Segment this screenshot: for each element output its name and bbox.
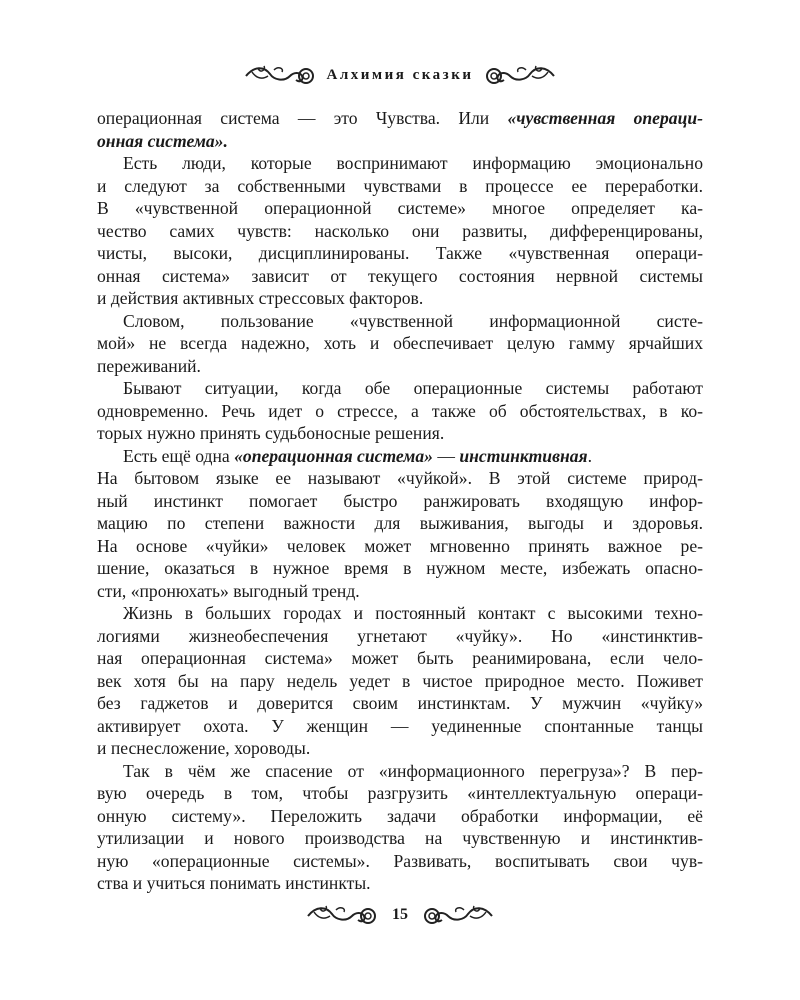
text-segment: Есть люди, которые воспринимают информацию эмоционально <box>123 153 703 173</box>
text-segment: утилизации и нового производства на чувственную и инстинктив- <box>97 828 703 848</box>
text-line <box>97 760 703 783</box>
text-line <box>97 332 703 355</box>
text-segment: ная операционная система» может быть реанимирована, если чело- <box>97 648 703 668</box>
text-segment: вую очередь в том, чтобы разгрузить «интеллектуальную операци- <box>97 783 703 803</box>
text-segment: Так в чём же спасение от «информационного перегруза»? В пер- <box>123 760 703 781</box>
ornament-right-icon <box>422 904 494 926</box>
text-segment: Словом, пользование «чувственной информационной систе- <box>123 310 703 331</box>
text-line <box>97 242 703 265</box>
ornament-left-icon <box>306 904 378 926</box>
ornament-left-icon <box>244 64 316 86</box>
text-line <box>97 310 703 333</box>
text-line <box>97 197 703 220</box>
text-segment: мой» не всегда надежно, хоть и обеспечивает целую гамму ярчайших <box>97 333 703 353</box>
text-line <box>97 625 703 648</box>
emphasis-text: инстинктивная <box>459 445 588 466</box>
text-line <box>97 557 703 580</box>
text-segment: мацию по степени важности для выживания, выгоды и здоровья. <box>97 513 703 533</box>
body-text <box>97 107 703 895</box>
text-line <box>97 715 703 738</box>
text-segment: На основе «чуйки» человек может мгновенно принять важное ре- <box>97 535 703 556</box>
text-segment: операционная система — это Чувства. Или <box>97 108 508 128</box>
text-segment: онную систему». Переложить задачи обработки информации, её <box>97 805 703 826</box>
text-segment: На бытовом языке ее называют «чуйкой». В этой системе природ- <box>97 468 703 488</box>
text-line <box>97 850 703 873</box>
text-line <box>97 467 703 490</box>
text-segment: век хотя бы на пару недель уедет в чистое природное место. Поживет <box>97 670 703 691</box>
text-line <box>97 647 703 670</box>
text-segment: Есть ещё одна <box>123 445 235 466</box>
running-title: Алхимия сказки <box>326 66 474 83</box>
page-footer <box>0 902 800 928</box>
text-line <box>97 287 703 310</box>
text-line <box>97 265 703 288</box>
text-segment: торых нужно принять судьбоносные решения. <box>97 423 445 443</box>
text-segment: одновременно. Речь идет о стрессе, а также об обстоятельствах, в ко- <box>97 400 703 421</box>
text-segment: В «чувственной операционной системе» многое определяет ка- <box>97 198 703 218</box>
text-line <box>97 220 703 243</box>
text-segment: сти, «пронюхать» выгодный тренд. <box>97 580 360 601</box>
text-segment: логиями жизнеобеспечения угнетают «чуйку». Но «инстинктив- <box>97 625 703 646</box>
text-line <box>97 602 703 625</box>
text-line <box>97 355 703 378</box>
text-line <box>97 805 703 828</box>
text-segment: ный инстинкт помогает быстро ранжировать входящую инфор- <box>97 490 703 511</box>
running-header <box>0 62 800 88</box>
text-segment: переживаний. <box>97 355 201 376</box>
text-line <box>97 670 703 693</box>
text-line <box>97 377 703 400</box>
text-segment: чисты, высоки, дисциплинированы. Также «чувственная операци- <box>97 243 703 263</box>
text-segment: активирует охота. У женщин — уединенные спонтанные танцы <box>97 715 703 736</box>
ornament-right-icon <box>484 64 556 86</box>
text-segment: чество самих чувств: насколько они развиты, дифференцированы, <box>97 220 703 241</box>
text-line <box>97 445 703 468</box>
text-segment: и песнесложение, хороводы. <box>97 738 311 758</box>
text-segment: шение, оказаться в нужное время в нужном месте, избежать опасно- <box>97 558 703 578</box>
text-line <box>97 512 703 535</box>
text-line <box>97 737 703 760</box>
text-line <box>97 827 703 850</box>
text-line <box>97 175 703 198</box>
text-segment: без гаджетов и доверится своим инстинктам. У мужчин «чуйку» <box>97 693 703 713</box>
page-number: 15 <box>392 906 408 923</box>
text-segment: Жизнь в больших городах и постоянный контакт с высокими техно- <box>123 603 703 623</box>
text-segment: ства и учиться понимать инстинкты. <box>97 873 371 893</box>
text-segment: . <box>587 445 592 466</box>
text-line <box>97 580 703 603</box>
text-segment: — <box>432 445 460 466</box>
text-line <box>97 130 703 153</box>
emphasis-text: «операционная система» <box>234 445 433 466</box>
text-segment: и следуют за собственными чувствами в процессе ее переработки. <box>97 175 703 196</box>
text-line <box>97 107 703 130</box>
text-line <box>97 490 703 513</box>
text-segment: онная система» зависит от текущего состояния нервной системы <box>97 265 703 286</box>
text-line <box>97 692 703 715</box>
text-line <box>97 422 703 445</box>
text-line <box>97 400 703 423</box>
text-line <box>97 782 703 805</box>
text-line <box>97 152 703 175</box>
text-segment: ную «операционные системы». Развивать, воспитывать свои чув- <box>97 850 703 871</box>
text-segment: Бывают ситуации, когда обе операционные системы работают <box>123 378 703 398</box>
emphasis-text: «чувственная операци- <box>507 108 703 128</box>
text-line <box>97 872 703 895</box>
text-line <box>97 535 703 558</box>
emphasis-text: онная система». <box>97 130 228 151</box>
text-segment: и действия активных стрессовых факторов. <box>97 288 424 308</box>
